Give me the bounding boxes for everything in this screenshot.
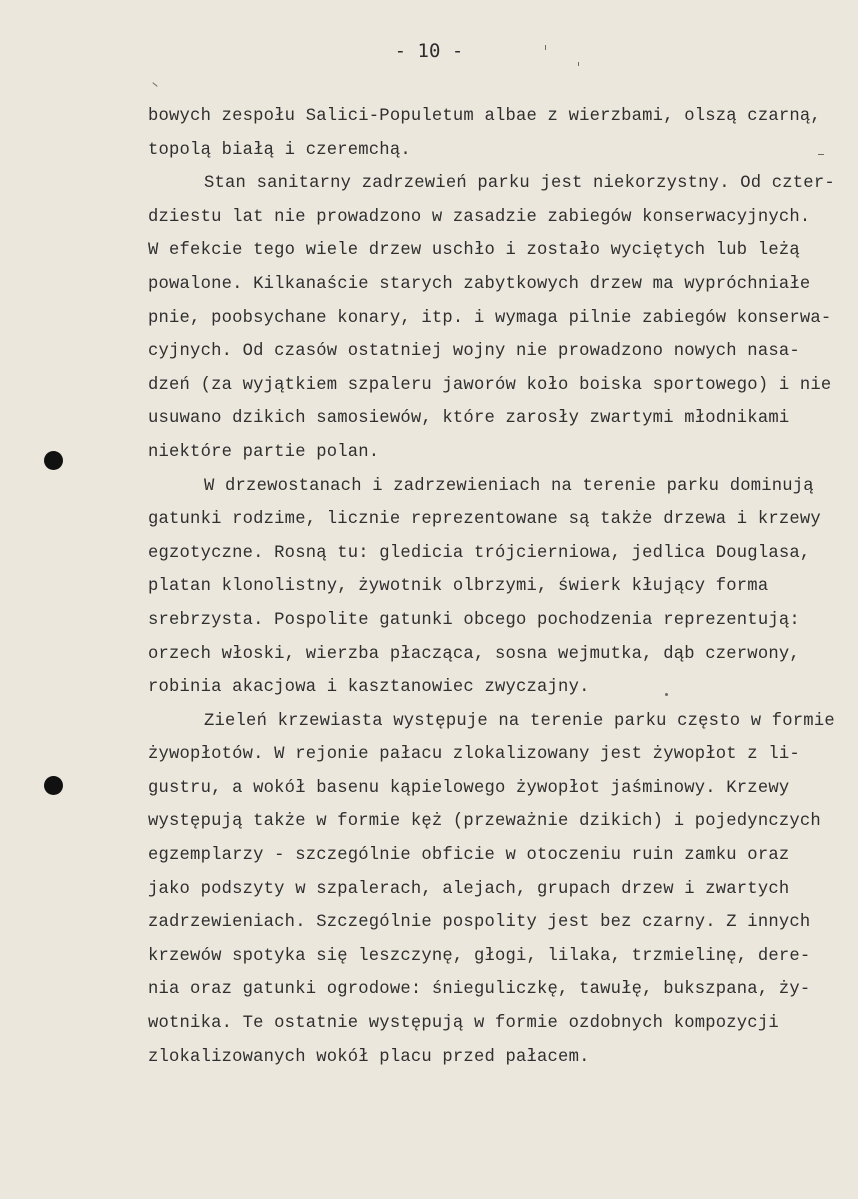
- text-line: egzemplarzy - szczególnie obficie w otoczeniu ruin zamku oraz: [148, 846, 790, 866]
- scan-speck: [578, 62, 579, 66]
- scan-speck: [818, 154, 824, 155]
- text-line: robinia akacjowa i kasztanowiec zwyczajny.: [148, 678, 590, 698]
- text-line: cyjnych. Od czasów ostatniej wojny nie prowadzono nowych nasa-: [148, 342, 800, 362]
- text-line: nia oraz gatunki ogrodowe: śnieguliczkę, tawułę, bukszpana, ży-: [148, 980, 811, 1000]
- text-line: powalone. Kilkanaście starych zabytkowych drzew ma wypróchniałe: [148, 274, 811, 294]
- text-line: krzewów spotyka się leszczynę, głogi, lilaka, trzmielinę, dere-: [148, 946, 811, 966]
- scan-speck: [665, 693, 668, 696]
- text-line: gustru, a wokół basenu kąpielowego żywopłot jaśminowy. Krzewy: [148, 778, 790, 798]
- text-line: gatunki rodzime, licznie reprezentowane są także drzewa i krzewy: [148, 510, 821, 530]
- text-line: zadrzewieniach. Szczególnie pospolity jest bez czarny. Z innych: [148, 913, 811, 933]
- text-line: dziestu lat nie prowadzono w zasadzie zabiegów konserwacyjnych.: [148, 207, 811, 227]
- text-line: wotnika. Te ostatnie występują w formie ozdobnych kompozycji: [148, 1014, 779, 1034]
- text-line: egzotyczne. Rosną tu: gledicia trójcierniowa, jedlica Douglasa,: [148, 543, 811, 563]
- scan-speck: [152, 82, 157, 87]
- text-line: występują także w formie kęż (przeważnie dzikich) i pojedynczych: [148, 812, 821, 832]
- text-line: niektóre partie polan.: [148, 442, 380, 462]
- text-line: żywopłotów. W rejonie pałacu zlokalizowany jest żywopłot z li-: [148, 745, 800, 765]
- text-line: bowych zespołu Salici-Populetum albae z wierzbami, olszą czarną,: [148, 107, 821, 126]
- punch-hole-top: [44, 451, 63, 470]
- text-line: W drzewostanach i zadrzewieniach na terenie parku dominują: [204, 476, 814, 496]
- text-line: Stan sanitarny zadrzewień parku jest niekorzystny. Od czter-: [204, 174, 835, 194]
- text-line: orzech włoski, wierzba płacząca, sosna wejmutka, dąb czerwony,: [148, 644, 800, 664]
- punch-hole-bottom: [44, 776, 63, 795]
- text-line: platan klonolistny, żywotnik olbrzymi, świerk kłujący forma: [148, 577, 769, 597]
- text-line: srebrzysta. Pospolite gatunki obcego pochodzenia reprezentują:: [148, 610, 800, 630]
- text-line: Zieleń krzewiasta występuje na terenie parku często w formie: [204, 711, 835, 731]
- text-line: jako podszyty w szpalerach, alejach, grupach drzew i zwartych: [148, 879, 790, 899]
- page-number: - 10 -: [394, 40, 464, 62]
- scan-speck: [545, 45, 546, 50]
- text-line: W efekcie tego wiele drzew uschło i zostało wyciętych lub leżą: [148, 241, 800, 261]
- text-line: dzeń (za wyjątkiem szpaleru jaworów koło boiska sportowego) i nie: [148, 375, 832, 395]
- text-line: pnie, poobsychane konary, itp. i wymaga pilnie zabiegów konserwa-: [148, 308, 832, 328]
- text-line: zlokalizowanych wokół placu przed pałacem.: [148, 1047, 590, 1067]
- text-line: usuwano dzikich samosiewów, które zarosły zwartymi młodnikami: [148, 409, 790, 429]
- text-line: topolą białą i czeremchą.: [148, 140, 411, 160]
- body-text: [148, 100, 838, 1074]
